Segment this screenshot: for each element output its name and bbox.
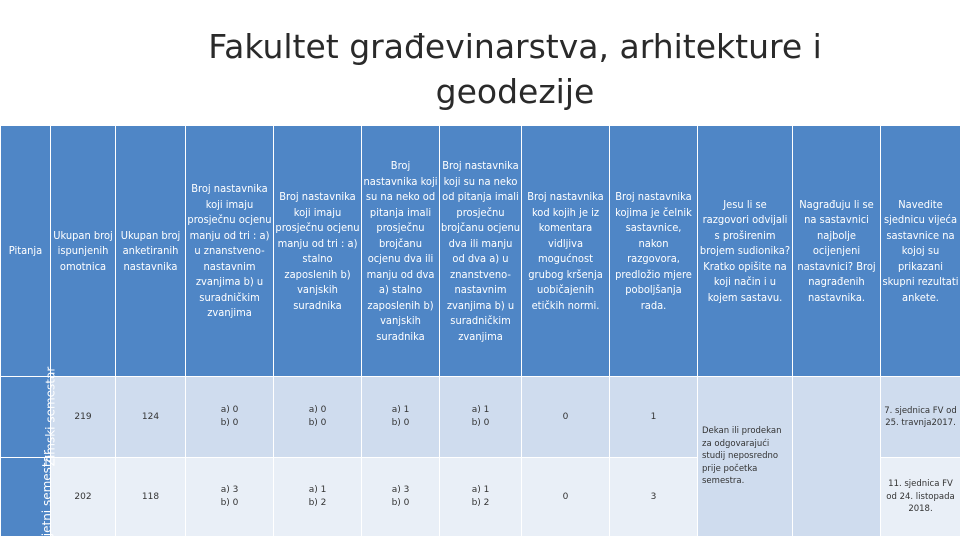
cell-dva-zaposleni: a) 3 b) 0	[362, 458, 440, 537]
header-anketirani: Ukupan broj anketiranih nastavnika	[116, 126, 186, 377]
cell-eticke-norme: 0	[522, 458, 610, 537]
header-mjere: Broj nastavnika kojima je čelnik sastavnice, nakon razgovora, predložio mjere poboljšanja rada.	[610, 126, 698, 377]
cell-anketirani: 124	[116, 377, 186, 458]
header-nagrade: Nagrađuju li se na sastavnici najbolje ocijenjeni nastavnici? Broj nagrađenih nastavnika.	[793, 126, 881, 377]
cell-eticke-norme: 0	[522, 377, 610, 458]
cell-dva-zvanja: a) 1 b) 2	[440, 458, 522, 537]
cell-mjere: 1	[610, 377, 698, 458]
cell-anketirani: 118	[116, 458, 186, 537]
cell-mjere: 3	[610, 458, 698, 537]
header-row	[1, 126, 960, 377]
header-dva-zvanja: Broj nastavnika koji su na neko od pitanja imali prosječnu brojčanu ocjenu dva ili manju od dva a) u znanstveno-nastavnim zvanjima b) u suradničkim zvanjima	[440, 126, 522, 377]
header-ocjena-zaposleni: Broj nastavnika koji imaju prosječnu ocjenu manju od tri : a) stalno zaposlenih b) vanjskih suradnika	[274, 126, 362, 377]
cell-razgovori: Dekan ili prodekan za odgovarajući studij neposredno prije početka semestra.	[698, 377, 793, 537]
survey-results-table	[0, 125, 960, 537]
header-pitanja: Pitanja	[1, 126, 51, 377]
cell-ocjena-zvanja: a) 3 b) 0	[186, 458, 274, 537]
page-title: Fakultet građevinarstva, arhitekture i geodezije	[190, 24, 840, 114]
cell-sjednica: 7. sjednica FV od 25. travnja2017.	[881, 377, 960, 458]
header-dva-zaposleni: Broj nastavnika koji su na neko od pitanja imali prosječnu brojčanu ocjenu dva ili manju od dva a) stalno zaposlenih b) vanjskih suradnika	[362, 126, 440, 377]
cell-dva-zaposleni: a) 1 b) 0	[362, 377, 440, 458]
header-eticke-norme: Broj nastavnika kod kojih je iz komentara vidljiva mogućnost grubog kršenja uobičajenih etičkih normi.	[522, 126, 610, 377]
header-sjednica: Navedite sjednicu vijeća sastavnice na kojoj su prikazani skupni rezultati ankete.	[881, 126, 960, 377]
cell-ocjena-zaposleni: a) 1 b) 2	[274, 458, 362, 537]
header-razgovori: Jesu li se razgovori odvijali s proširenim brojem sudionika? Kratko opišite na koji način i u kojem sastavu.	[698, 126, 793, 377]
cell-omotnice: 219	[51, 377, 116, 458]
cell-ocjena-zaposleni: a) 0 b) 0	[274, 377, 362, 458]
cell-sjednica: 11. sjednica FV od 24. listopada 2018.	[881, 458, 960, 537]
table-row	[1, 377, 960, 458]
cell-omotnice: 202	[51, 458, 116, 537]
cell-ocjena-zvanja: a) 0 b) 0	[186, 377, 274, 458]
cell-dva-zvanja: a) 1 b) 0	[440, 377, 522, 458]
semester-label: Ljetni semestar	[1, 458, 51, 537]
semester-label: Zimski semestar	[1, 377, 51, 458]
header-ocjena-zvanja: Broj nastavnika koji imaju prosječnu ocjenu manju od tri : a) u znanstveno-nastavnim zvanjima b) u suradničkim zvanjima	[186, 126, 274, 377]
header-omotnice: Ukupan broj ispunjenih omotnica	[51, 126, 116, 377]
cell-nagrade	[793, 377, 881, 537]
